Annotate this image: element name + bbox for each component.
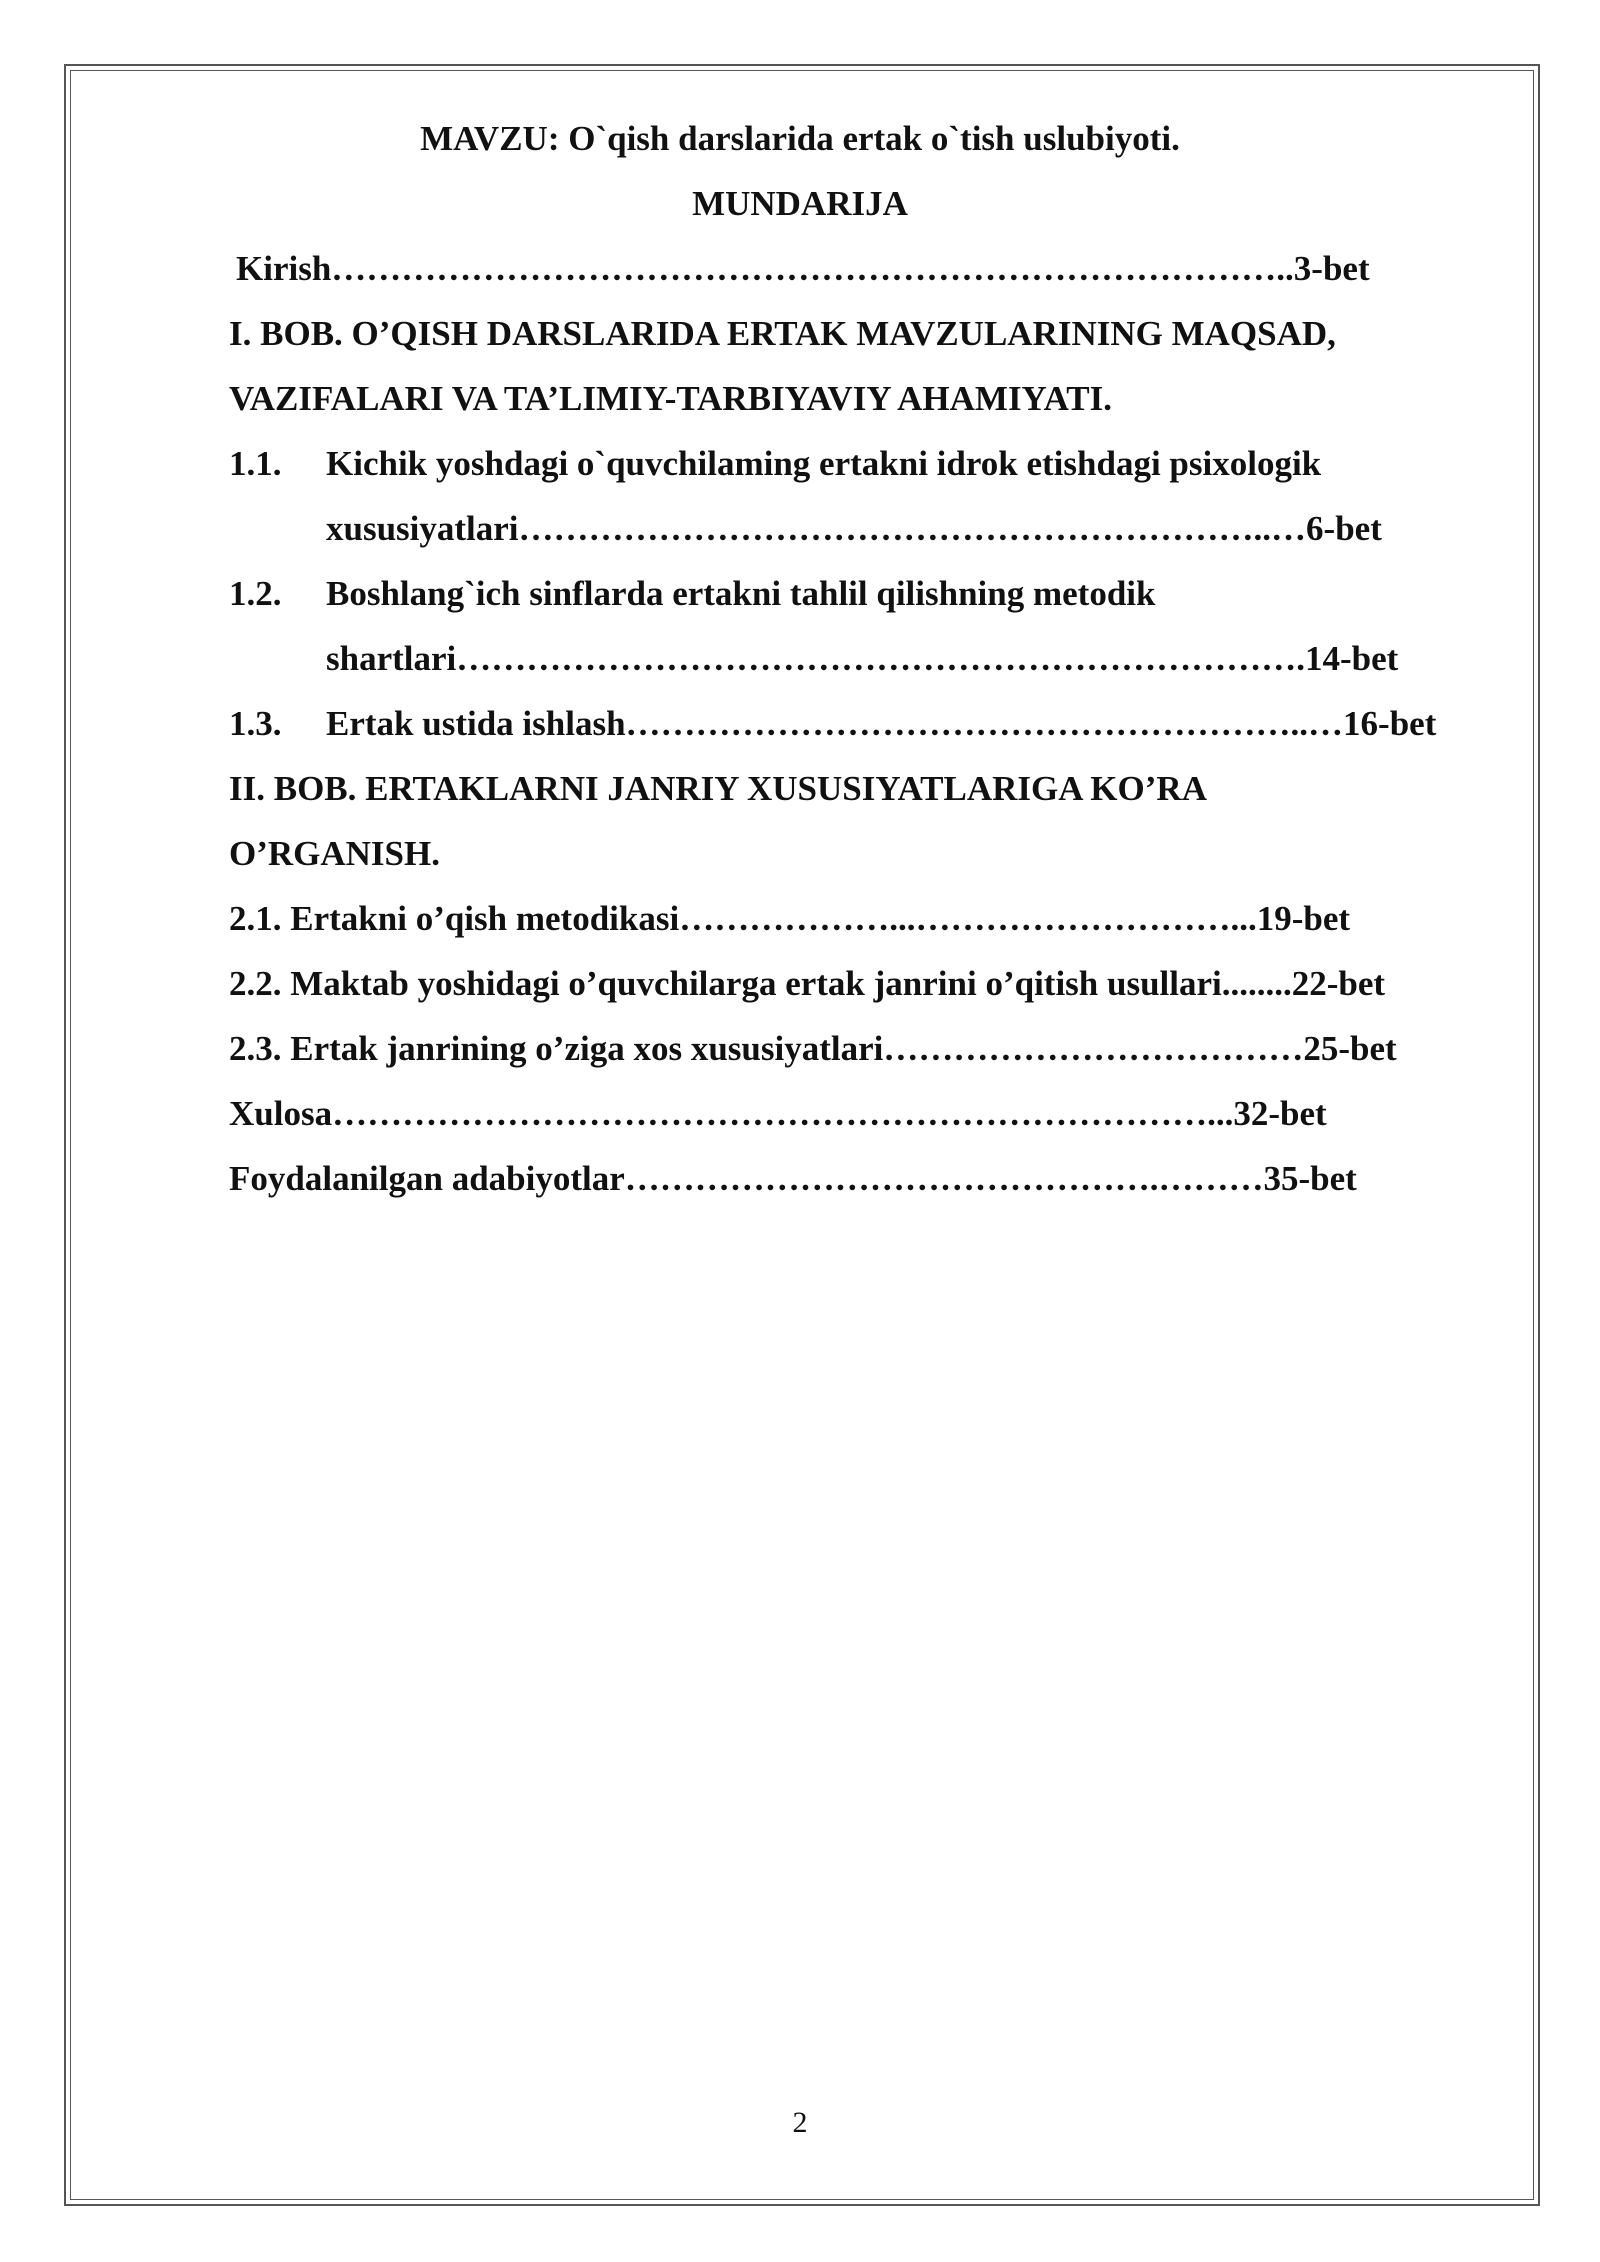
toc-chapter-2-line-2: O’RGANISH. bbox=[229, 834, 440, 873]
toc-entry-adabiyotlar: Foydalanilgan adabiyotlar……………………………………….………35-bet bbox=[229, 1159, 1357, 1198]
toc-section-1-1-line-2: xususiyatlari………………………………………………………..…6-bet bbox=[326, 509, 1382, 548]
toc-section-1-1-line-1: Kichik yoshdagi o`quvchilaming ertakni idrok etishdagi psixologik bbox=[326, 444, 1322, 483]
toc-heading: MUNDARIJA bbox=[692, 184, 908, 223]
toc-chapter-1-line-1: I. BOB. O’QISH DARSLARIDA ERTAK MAVZULARINING MAQSAD, bbox=[229, 314, 1336, 353]
toc-section-1-2-line-2: shartlari……………………………………………………………….14-bet bbox=[326, 639, 1399, 678]
toc-chapter-2-line-1: II. BOB. ERTAKLARNI JANRIY XUSUSIYATLARIGA KO’RA bbox=[229, 769, 1207, 808]
toc-section-1-1-number: 1.1. bbox=[229, 444, 282, 483]
toc-section-1-3-number: 1.3. bbox=[229, 704, 282, 743]
toc-entry-xulosa: Xulosa…………………………………………………………………...32-bet bbox=[229, 1094, 1327, 1133]
toc-section-2-3: 2.3. Ertak janrining o’ziga xos xususiyatlari………………………………25-bet bbox=[229, 1029, 1397, 1068]
toc-entry-kirish: Kirish………………………………………………………………………..3-bet bbox=[236, 249, 1370, 288]
page-number: 2 bbox=[792, 2106, 808, 2139]
toc-chapter-1-line-2: VAZIFALARI VA TA’LIMIY-TARBIYAVIY AHAMIYATI. bbox=[229, 379, 1113, 418]
toc-section-1-2-number: 1.2. bbox=[229, 574, 282, 613]
toc-section-1-2-line-1: Boshlang`ich sinflarda ertakni tahlil qilishning metodik bbox=[326, 574, 1156, 613]
toc-section-1-3: Ertak ustida ishlash…………………………………………………..…16-bet bbox=[326, 704, 1437, 743]
toc-section-2-1: 2.1. Ertakni o’qish metodikasi………………...………………………...19-bet bbox=[229, 899, 1351, 938]
toc-section-2-2: 2.2. Maktab yoshidagi o’quvchilarga ertak janrini o’qitish usullari........22-bet bbox=[229, 964, 1386, 1003]
document-title: MAVZU: O`qish darslarida ertak o`tish uslubiyoti. bbox=[420, 119, 1180, 158]
